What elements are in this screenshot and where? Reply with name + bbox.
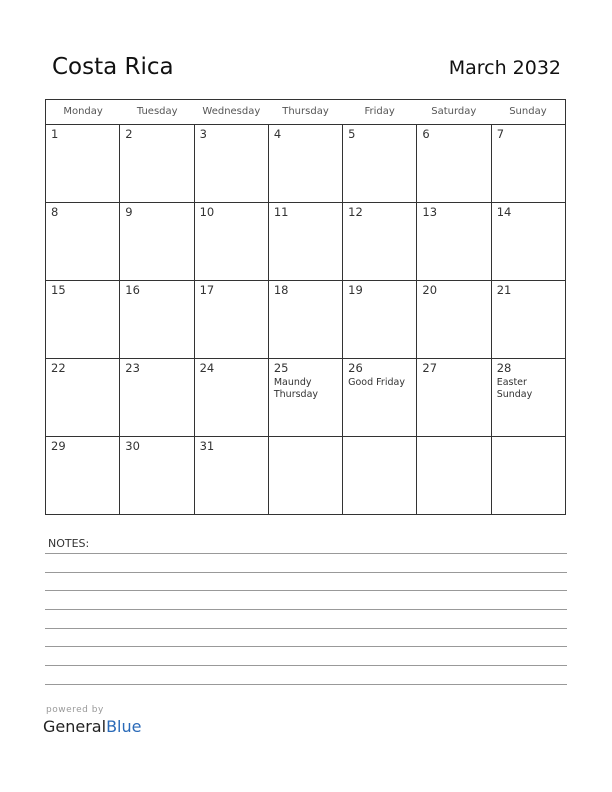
- day-number: 24: [199, 361, 215, 375]
- calendar-day-cell: [46, 437, 120, 514]
- day-number: 8: [51, 205, 59, 219]
- weekday-monday: Monday: [63, 106, 103, 117]
- calendar-day-cell: [195, 281, 269, 358]
- day-number: 15: [51, 283, 66, 297]
- day-number: 28: [496, 361, 512, 375]
- calendar-day-cell: [417, 125, 491, 202]
- calendar-week: [46, 437, 565, 514]
- calendar-day-cell: [417, 203, 491, 280]
- country-title: Costa Rica: [52, 54, 174, 80]
- calendar-day-cell: [120, 359, 194, 436]
- calendar-day-cell: [269, 125, 343, 202]
- calendar-day-cell: [46, 281, 120, 358]
- weekday-saturday: Saturday: [431, 106, 477, 117]
- generalblue-logo: [43, 717, 141, 736]
- calendar-day-cell: [269, 437, 343, 514]
- day-number: 19: [348, 283, 363, 297]
- day-number: 14: [496, 205, 512, 219]
- day-number: 13: [422, 205, 438, 219]
- day-number: 25: [273, 361, 289, 375]
- day-number: 21: [496, 283, 512, 297]
- day-number: 12: [348, 205, 363, 219]
- calendar-day-cell: [269, 203, 343, 280]
- calendar-day-cell: [195, 125, 269, 202]
- note-line: [45, 609, 567, 610]
- calendar-week: [46, 125, 565, 203]
- calendar-week: [46, 359, 565, 437]
- calendar-day-cell: [343, 437, 417, 514]
- powered-by-text: powered by: [46, 705, 104, 715]
- day-number: 18: [273, 283, 289, 297]
- day-number: 11: [273, 205, 289, 219]
- calendar-day-cell: [343, 203, 417, 280]
- weekday-sunday: Sunday: [509, 106, 547, 117]
- holiday-label: Maundy Thursday: [273, 377, 319, 400]
- calendar-day-cell: [417, 281, 491, 358]
- calendar-day-cell: [417, 359, 491, 436]
- day-number: 7: [496, 127, 505, 141]
- calendar-day-cell: [120, 125, 194, 202]
- calendar-day-cell: [343, 359, 417, 436]
- day-number: 29: [51, 439, 66, 453]
- calendar-week: [46, 281, 565, 359]
- day-number: 16: [125, 283, 140, 297]
- month-title: March 2032: [448, 57, 561, 79]
- calendar-day-cell: [46, 125, 120, 202]
- holiday-label: Easter Sunday: [496, 377, 533, 400]
- calendar-day-cell: [120, 203, 194, 280]
- calendar-day-cell: [46, 203, 120, 280]
- calendar-day-cell: [195, 359, 269, 436]
- calendar-day-cell: [46, 359, 120, 436]
- calendar-day-cell: [343, 281, 417, 358]
- calendar-week: [46, 203, 565, 281]
- day-number: 23: [125, 361, 140, 375]
- weekday-tuesday: Tuesday: [136, 106, 178, 117]
- note-line: [45, 572, 567, 573]
- holiday-label: Good Friday: [348, 377, 405, 388]
- note-line: [45, 646, 567, 647]
- calendar-day-cell: [120, 437, 194, 514]
- calendar-day-cell: [492, 359, 565, 436]
- day-number: 4: [273, 127, 282, 141]
- weeks-container: [46, 125, 565, 514]
- day-number: 3: [199, 127, 207, 141]
- brand-blue: Blue: [106, 717, 142, 736]
- calendar-day-cell: [492, 203, 565, 280]
- day-number: 2: [125, 127, 133, 141]
- day-number: 22: [51, 361, 66, 375]
- weekday-wednesday: Wednesday: [202, 106, 261, 117]
- day-number: 5: [348, 127, 356, 141]
- calendar-day-cell: [343, 125, 417, 202]
- calendar-day-cell: [120, 281, 194, 358]
- calendar-day-cell: [492, 125, 565, 202]
- calendar-day-cell: [195, 203, 269, 280]
- calendar-grid: [45, 99, 566, 515]
- note-line: [45, 684, 567, 685]
- weekday-friday: Friday: [364, 106, 395, 117]
- day-number: 30: [125, 439, 140, 453]
- weekday-header: [46, 100, 565, 125]
- notes-label: NOTES:: [48, 537, 90, 550]
- day-number: 26: [348, 361, 363, 375]
- calendar-day-cell: [417, 437, 491, 514]
- day-number: 27: [422, 361, 438, 375]
- calendar-day-cell: [492, 281, 565, 358]
- calendar-day-cell: [269, 359, 343, 436]
- day-number: 10: [199, 205, 215, 219]
- day-number: 9: [125, 205, 133, 219]
- calendar-day-cell: [269, 281, 343, 358]
- day-number: 17: [199, 283, 215, 297]
- day-number: 1: [51, 127, 59, 141]
- calendar-day-cell: [195, 437, 269, 514]
- note-line: [45, 628, 567, 629]
- note-line: [45, 665, 567, 666]
- day-number: 20: [422, 283, 438, 297]
- note-line: [45, 590, 567, 591]
- brand-general: General: [43, 717, 107, 736]
- day-number: 31: [199, 439, 215, 453]
- calendar-day-cell: [492, 437, 565, 514]
- day-number: 6: [422, 127, 430, 141]
- weekday-thursday: Thursday: [282, 106, 329, 117]
- note-line: [45, 553, 567, 554]
